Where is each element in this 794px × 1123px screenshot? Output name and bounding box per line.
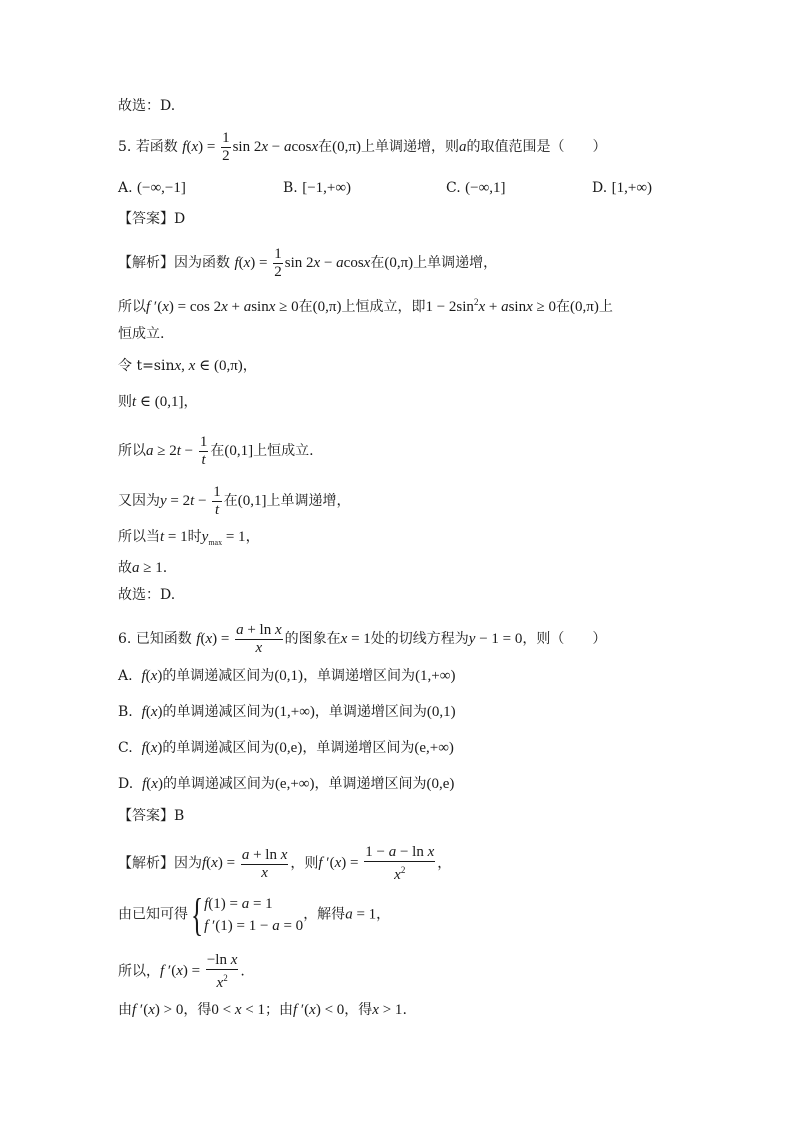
solution-5-step-5: 则t ∈ (0,1]， bbox=[118, 394, 198, 410]
answer-6: 【答案】B bbox=[118, 808, 185, 824]
solution-5-step-2: 所以f ′(x) = cos 2x + asinx ≥ 0在(0,π)上恒成立，即$1 - 2\sin^2x + asinx \ge 0$在(0,π)上 bbox=[118, 297, 613, 315]
q6-option-d[interactable]: D. f(x)的单调递减区间为(e,+∞)，单调递增区间为(0,e) bbox=[118, 776, 455, 792]
q6-option-a[interactable]: A. f(x)的单调递减区间为(0,1)，单调递增区间为(1,+∞) bbox=[118, 668, 456, 684]
q5-option-a[interactable]: A. (−∞,−1] bbox=[118, 180, 186, 196]
q6-option-c[interactable]: C. f(x)的单调递减区间为(0,e)，单调递增区间为(e,+∞) bbox=[118, 740, 454, 756]
q5-option-d[interactable]: D. [1,+∞) bbox=[592, 180, 653, 196]
solution-5-step-8: 所以当t = 1时$y_{max} = 1$， bbox=[118, 529, 260, 547]
solution-6-step-1: 【解析】因为f(x) = $\frac{\text{a + ln x}}{x}$ ，则f ′(x) = $\frac{\text{1 − a − ln x}}{x^2}$ ， bbox=[118, 844, 452, 883]
solution-5-step-4: 令 t=sinx, x ∈ (0,π)， bbox=[118, 358, 257, 374]
question-5: 5. 若函数 f(x) = $\frac{1}{2}$ sin 2x − acosx在(0,π)上单调递增，则a的取值范围是（ ） bbox=[118, 130, 607, 164]
q5-option-c[interactable]: C. (−∞,1] bbox=[446, 180, 506, 196]
solution-5-step-6: 所以a ≥ 2t − $\frac{1}{t}$ 在(0,1]上恒成立. bbox=[118, 434, 314, 468]
conclusion-line-2: 故选：D. bbox=[118, 587, 176, 603]
q6-option-b[interactable]: B. f(x)的单调递减区间为(1,+∞)，单调递增区间为(0,1) bbox=[118, 704, 456, 720]
question-6: 6. 已知函数 f(x) = $\frac{\text{a + ln x}}{x}$ 的图象在x = 1处的切线方程为y − 1 = 0，则（ ） bbox=[118, 622, 607, 656]
conclusion-line-1: 故选：D. bbox=[118, 98, 176, 114]
q5-option-b[interactable]: B. [−1,+∞) bbox=[283, 180, 352, 196]
solution-6-step-2: 由已知可得{ f(1) = a = 1 f ′(1) = 1 − a = 0 ，解得a = 1， bbox=[118, 889, 391, 940]
solution-6-step-4: 由f ′(x) > 0，得0 < x < 1；由f ′(x) < 0，得x > 1. bbox=[118, 1002, 407, 1018]
solution-6-step-3: 所以，f ′(x) = $\frac{\text{−ln x}}{x^2}$ . bbox=[118, 952, 245, 991]
solution-5-step-9: 故a ≥ 1. bbox=[118, 560, 168, 576]
solution-5-step-1: 【解析】因为函数 f(x) = $\frac{1}{2}$ sin 2x − acosx在(0,π)上单调递增， bbox=[118, 246, 498, 280]
solution-5-step-7: 又因为y = 2t − $\frac{1}{t}$ 在(0,1]上单调递增， bbox=[118, 484, 351, 518]
solution-5-step-3: 恒成立. bbox=[118, 326, 165, 342]
answer-5: 【答案】D bbox=[118, 211, 186, 227]
